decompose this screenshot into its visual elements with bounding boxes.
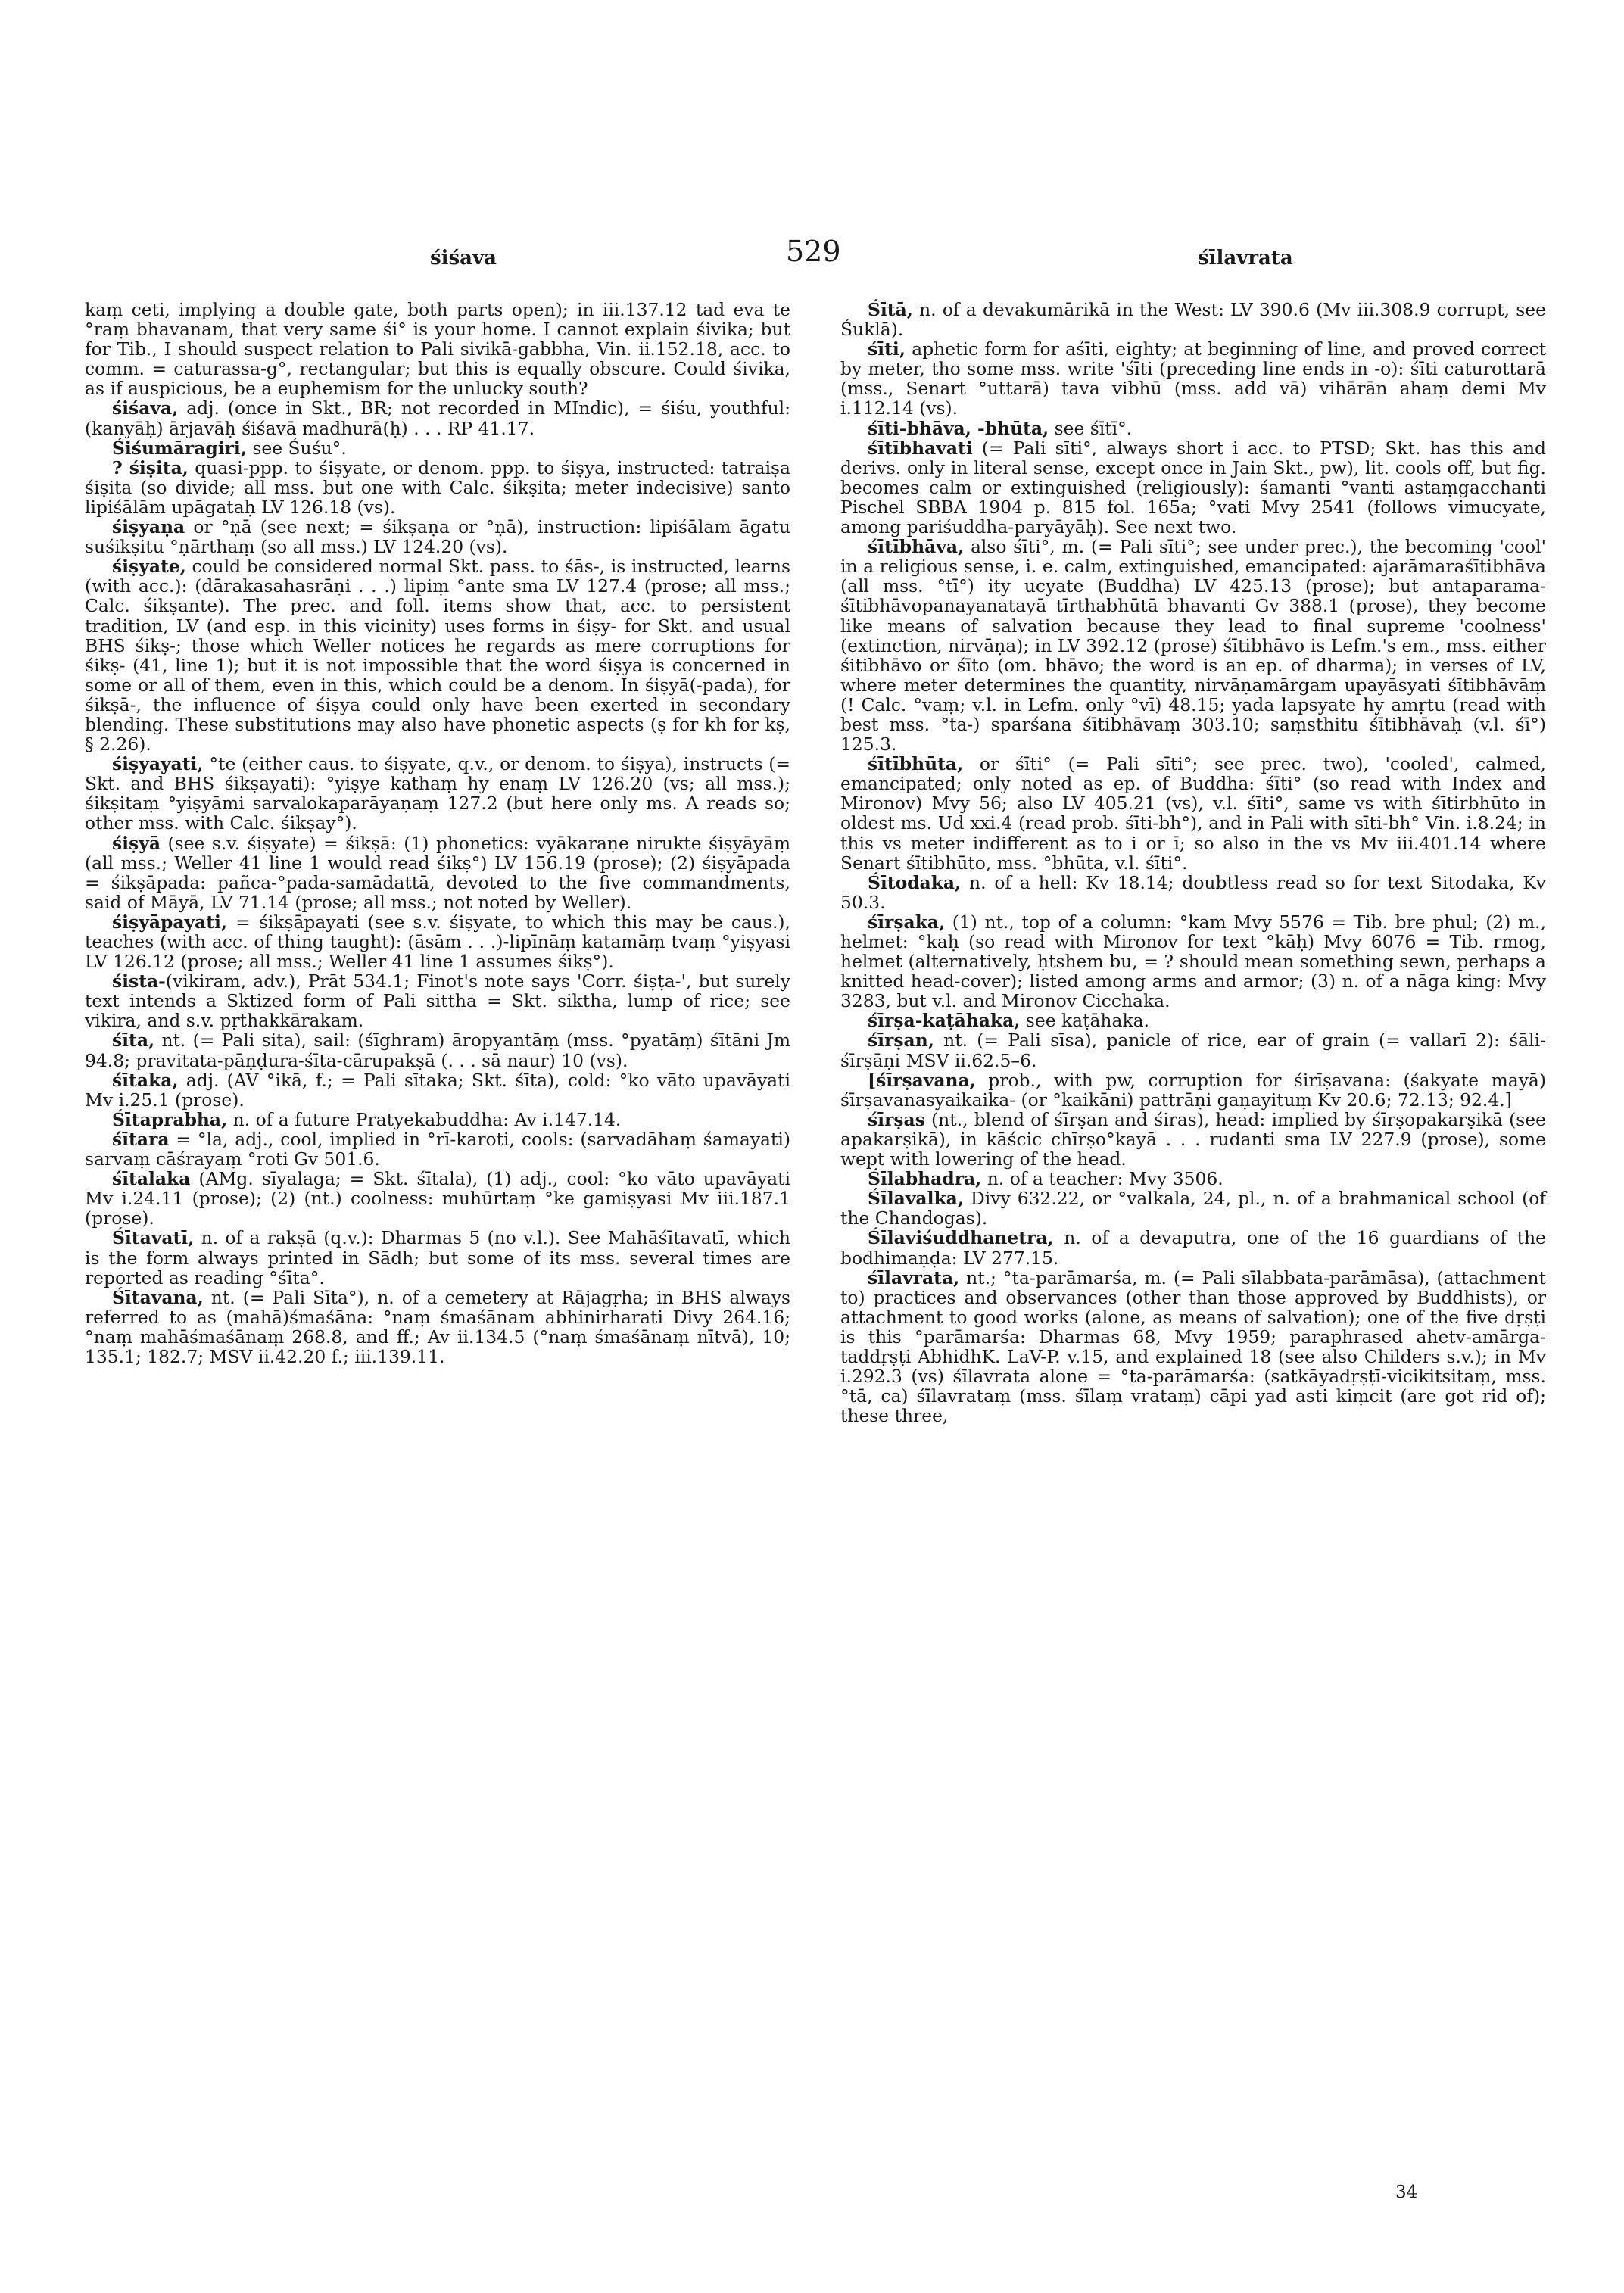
entry-body: see Śuśu°. [246,437,347,459]
entry-headword: Śītā, [868,299,913,320]
entry-headword: śiśava, [112,397,179,419]
entry-body: see śītī°. [1049,417,1133,439]
entry-headword: Śīlabhadra, [868,1168,982,1190]
dictionary-entry-sitalaka [85,1169,790,1228]
entry-headword: śiṣyaṇa [112,516,185,538]
entry-headword: śīta, [112,1030,155,1051]
entry-headword: Śīlaviśuddhanetra, [868,1227,1054,1249]
entry-body: (AMg. sīyalaga; = Skt. śītala), (1) adj., cool: °ko vāto upavāyati Mv i.24.11 (prose); (2) (nt.) coolness: muhūrtaṃ °ke gamiṣyasi Mv iii.187.1 (prose). [85,1168,790,1229]
entry-headword: śītalaka [112,1168,191,1190]
entry-headword: śīrṣas [868,1108,925,1130]
dictionary-entry-sitibhuta [840,754,1546,873]
dictionary-entry-sisya [85,833,790,912]
entry-body: adj. (AV °ikā, f.; = Pali sītaka; Skt. śīta), cold: °ko vāto upavāyati Mv i.25.1 (prose). [85,1069,790,1111]
entry-headword: śītībhavati [868,437,973,459]
entry-body: nt.; °ta-parāmarśa, m. (= Pali sīlabbata-parāmāsa), (attachment to) practices and observances (other than those approved by Buddhists), or attachment to good works (alone, as means of salvation); one of the five dṛṣṭi is this °parāmarśa: Dharmas 68, Mvy 1959; paraphrased ahetv-amārga-taddṛṣṭi AbhidhK. LaV-P. v.15, and explained 18 (see also Childers s.v.); in Mv i.292.3 (vs) śīlavrata alone = °ta-parāmarśa: (satkāyadṛṣṭī-vicikitsitaṃ, mss. °tā, ca) śīlavrataṃ (mss. śīlaṃ vrataṃ) cāpi yad asti kiṃcit (are got rid of); these three, [840,1266,1546,1427]
dictionary-entry-sitaprabha [85,1110,790,1129]
dictionary-entry-sirsaka [840,912,1546,1011]
entry-headword: śīrṣan, [868,1030,934,1051]
left-column [85,300,790,1366]
entry-body: Divy 632.22, or °valkala, 24, pl., n. of a brahmanical school (of the Chandogas). [840,1188,1546,1229]
dictionary-entry-sirsan [840,1030,1546,1070]
dictionary-entry-sisava [85,398,790,438]
page-header [0,227,1624,280]
dictionary-entry-sitibhava [840,419,1546,438]
dictionary-entry-sirsavana [840,1070,1546,1110]
signature-mark: 34 [1395,2182,1418,2202]
entry-headword: Śītavana, [112,1286,204,1308]
dictionary-entry-silavrata [840,1268,1546,1426]
dictionary-entry-sisyayati [85,754,790,833]
entry-body: quasi-ppp. to śiṣyate, or denom. ppp. to śiṣya, instructed: tatraiṣa śiṣita (so divide; all mss. but one with Calc. śikṣita; meter indecisive) santo lipiśālām upāgataḥ LV 126.18 (vs). [85,456,790,518]
entry-body: could be considered normal Skt. pass. to śās-, is instructed, learns (with acc.): (dārakasahasrāṇi . . .) lipiṃ °ante sma LV 127.4 (prose; all mss.; Calc. śikṣante). The prec. and foll. items show that, acc. to persistent tradition, LV (and esp. in this vicinity) uses forms in śiṣy- for Skt. and usual BHS śikṣ-; those which Weller notices he regards as mere corruptions for śikṣ- (41, line 1); but it is not impossible that the word śiṣya is concerned in some or all of them, even in this, which could be a denom. In śiṣyā(-pada), for śikṣā-, the influence of śiṣya could only have been exerted in secondary blending. These substitutions may also have phonetic aspects (ṣ for kh for kṣ, § 2.26). [85,556,790,756]
entry-body: = śikṣāpayati (see s.v. śiṣyate, to which this may be caus.), teaches (with acc. of thing taught): (āsām . . .)-lipīnāṃ katamāṃ tvaṃ °yiṣyasi LV 126.12 (prose; all mss.; Weller 41 line 1 assumes śikṣ°). [85,911,790,973]
entry-body: (nt., blend of śīrṣan and śiras), head: implied by śīrṣopakarṣikā (see apakarṣikā), in kāścic chīrṣo°kayā . . . rudanti sma LV 227.9 (prose), some wept with lowering of the head. [840,1108,1546,1170]
dictionary-entry-cont [85,300,790,398]
entry-body: aphetic form for aśīti, eighty; at beginning of line, and proved correct by meter, tho some mss. write 'śīti (preceding line ends in -o): śīti caturottarā (mss., Senart °uttarā) tava vibhū (mss. add vā) vihārān ahaṃ demi Mv i.112.14 (vs). [840,338,1546,419]
dictionary-entry-sitodaka [840,873,1546,912]
dictionary-entry-sita2 [840,300,1546,339]
page-number: 529 [786,235,841,268]
entry-headword: śiṣyate, [112,556,186,578]
entry-body: see kaṭāhaka. [1020,1010,1149,1032]
entry-body: (vikiram, adv.), Prāt 534.1; Finot's note says 'Corr. śiṣṭa-', but surely text intends a Sktized form of Pali sittha = Skt. siktha, lump of rice; see vikira, and s.v. pṛthakkārakam. [85,970,790,1032]
entry-body: n. of a hell: Kv 18.14; doubtless read so for text Sitodaka, Kv 50.3. [840,871,1546,913]
dictionary-entry-silavisuddhanetra [840,1228,1546,1267]
dictionary-entry-sisyapayati [85,912,790,971]
entry-headword: śista- [112,970,166,992]
entry-headword: ? śiṣita, [112,456,189,478]
entry-headword: śīti-bhāva, -bhūta, [868,417,1049,439]
entry-headword: [śīrṣavana, [868,1069,976,1091]
dictionary-entry-sirsas [840,1110,1546,1169]
entry-headword: śīrṣa-kaṭāhaka, [868,1010,1021,1032]
entry-body: or śīti° (= Pali sīti°; see prec. two), 'cooled', calmed, emancipated; only noted as ep. of Buddha: śīti° (so read with Index and Mironov) Mvy 56; also LV 405.21 (vs), v.l. śīti°, same vs with śītirbhūto in oldest ms. Ud xxi.4 (read prob. śīti-bh°), and in Pali with sīti-bh° Vin. i.8.24; in this vs meter indifferent as to i or ī; so also in the vs Mv iii.401.14 where Senart śītibhūto, mss. °bhūta, v.l. śīti°. [840,753,1546,874]
entry-headword: śīti, [868,338,906,360]
dictionary-entry-sitavana [85,1288,790,1366]
entry-headword: Śītodaka, [868,871,962,893]
entry-headword: śīlavrata, [868,1266,960,1288]
dictionary-entry-sisita [85,458,790,517]
entry-headword: śiṣyayati, [112,753,204,775]
dictionary-entry-sitavati [85,1228,790,1287]
entry-headword: śīrṣaka, [868,911,946,933]
entry-body: °te (either caus. to śiṣyate, q.v., or denom. to śiṣya), instructs (= Skt. and BHS śikṣayati): °yiṣye kathaṃ hy enaṃ LV 126.20 (vs; all mss.); śikṣitaṃ °yiṣyāmi sarvalokaparāyaṇaṃ 127.2 (but here only ms. A reads so; other mss. with Calc. śikṣay°). [85,753,790,834]
entry-headword: Śītavatī, [112,1227,195,1249]
entry-body: kaṃ ceti, implying a double gate, both parts open); in iii.137.12 tad eva te °raṃ bhavanam, that very same śi° is your home. I cannot explain śivika; but for Tib., I should suspect relation to Pali sivikā-gabbha, Vin. ii.152.18, acc. to comm. = caturassa-g°, rectangular; but this is equally obscure. Could śivika, as if auspicious, be a euphemism for the unlucky south? [85,299,790,400]
dictionary-entry-sisyate [85,556,790,754]
dictionary-entry-sita [85,1030,790,1070]
entry-body: (see s.v. śiṣyate) = śikṣā: (1) phonetics: vyākaraṇe nirukte śiṣyāyāṃ (all mss.; Weller 41 line 1 would read śikṣ°) LV 156.19 (prose); (2) śiṣyāpada = śikṣāpada: pañca-°pada-samādattā, devoted to the five commandments, said of Māyā, LV 71.14 (prose; all mss.; not noted by Weller). [85,832,790,913]
dictionary-entry-sisyana [85,517,790,556]
right-running-headword: śīlavrata [1198,247,1293,269]
entry-body: = °la, adj., cool, implied in °rī-karoti, cools: (sarvadāhaṃ śamayati) sarvaṃ cāśrayaṃ °roti Gv 501.6. [85,1128,790,1170]
entry-body: prob., with pw, corruption for śirīṣavana: (śakyate mayā) śīrṣavanasyaikaika- (or °kaikāni) pattrāṇi gaṇayituṃ Kv 20.6; 72.13; 92.4.] [840,1069,1546,1111]
dictionary-entry-sirsakatahaka [840,1011,1546,1030]
entry-headword: Śīlavalka, [868,1188,964,1210]
dictionary-entry-sisumaragiri [85,438,790,458]
entry-body: or °ṇā (see next; = śikṣaṇa or °ṇā), instruction: lipiśālam āgatu suśikṣitu °ṇārthaṃ (so all mss.) LV 124.20 (vs). [85,516,790,558]
dictionary-entry-sitara [85,1129,790,1169]
entry-headword: Śiśumāragiri, [112,437,247,459]
entry-headword: śiṣyā [112,832,161,854]
entry-body: n. of a devaputra, one of the 16 guardians of the bodhimaṇḍa: LV 277.15. [840,1227,1546,1269]
entry-headword: śītaka, [112,1069,179,1091]
dictionary-entry-sitaka [85,1070,790,1110]
dictionary-entry-silavalka [840,1189,1546,1228]
dictionary-entry-siti [840,339,1546,418]
entry-body: n. of a rakṣā (q.v.): Dharmas 5 (no v.l.). See Mahāśītavatī, which is the form always printed in Sādh; but some of its mss. several times are reported as reading °śīta°. [85,1227,790,1288]
dictionary-entry-sista [85,971,790,1030]
dictionary-entry-sitibhava2 [840,537,1546,754]
entry-body: adj. (once in Skt., BR; not recorded in MIndic), = śiśu, youthful: (kanyāḥ) ārjavāḥ śiśavā madhurā(ḥ) . . . RP 41.17. [85,397,790,439]
entry-body: (= Pali sīti°, always short i acc. to PTSD; Skt. has this and derivs. only in literal sense, except once in Jain Skt., pw), lit. cools off, but fig. becomes calm or extinguished (religiously): śamanti °vanti astaṃgacchanti Pischel SBBA 1904 p. 815 fol. 165a; °vati Mvy 2541 (follows vimucyate, among pariśuddha-paryāyāḥ). See next two. [840,437,1546,538]
entry-body: n. of a future Pratyekabuddha: Av i.147.14. [227,1108,622,1130]
dictionary-entry-silabhadra [840,1169,1546,1189]
entry-headword: śītībhāva, [868,536,965,558]
entry-body: n. of a teacher: Mvy 3506. [981,1168,1223,1190]
left-running-headword: śiśava [430,247,497,269]
entry-body: nt. (= Pali Sīta°), n. of a cemetery at Rājagṛha; in BHS always referred to as (mahā)śmaśāna: °naṃ śmaśānam abhinirharati Divy 264.16; °naṃ mahāśmaśānaṃ 268.8, and ff.; Av ii.134.5 (°naṃ śmaśānaṃ nītvā), 10; 135.1; 182.7; MSV ii.42.20 f.; iii.139.11. [85,1286,790,1367]
dictionary-entry-sitibhavati [840,438,1546,537]
entry-body: nt. (= Pali sita), sail: (śīghram) āropyantāṃ (mss. °pyatāṃ) śītāni Jm 94.8; pravitata-pāṇḍura-śīta-cārupakṣā (. . . sā naur) 10 (vs). [85,1030,790,1071]
entry-headword: Śītaprabha, [112,1108,228,1130]
entry-body: nt. (= Pali sīsa), panicle of rice, ear of grain (= vallarī 2): śāli-śīrṣāṇi MSV ii.62.5–6. [840,1030,1546,1071]
entry-headword: śītībhūta, [868,753,964,775]
entry-headword: śītara [112,1128,170,1150]
entry-body: (1) nt., top of a column: °kam Mvy 5576 = Tib. bre phul; (2) m., helmet: °kaḥ (so read with Mironov for text °kāḥ) Mvy 6076 = Tib. rmog, helmet (alternatively, ḥtshem bu, = ? should mean something sewn, perhaps a knitted head-cover); listed among arms and armor; (3) n. of a nāga king: Mvy 3283, but v.l. and Mironov Cicchaka. [840,911,1546,1012]
entry-body: n. of a devakumārikā in the West: LV 390.6 (Mv iii.308.9 corrupt, see Śuklā). [840,299,1546,341]
entry-headword: śiṣyāpayati, [112,911,228,933]
entry-body: also śīti°, m. (= Pali sīti°; see under prec.), the becoming 'cool' in a religious sense, i. e. calm, extinguished, emancipated: ajarāmaraśītibhāva (all mss. °tī°) ity ucyate (Buddha) LV 425.13 (prose); but antaparama-śītibhāvopanayanatayā tīrthabhūtā bhavanti Gv 388.1 (prose), they become like means of salvation because they lead to final supreme 'coolness' (extinction, nirvāṇa); in LV 392.12 (prose) śītibhāvo is Lefm.'s em., mss. either śitibhāvo or śīto (om. bhāvo; the word is an ep. of dharma); in verses of LV, where meter determines the quantity, nirvāṇamārgam upayāsyati śītibhāvāṃ (! Calc. °vaṃ; v.l. in Lefm. only °vī) 48.15; yada lapsyate hy amṛtu (read with best mss. °ta-) sparśana śītibhāvaṃ 303.10; saṃsthitu śītibhāvaḥ (v.l. śī°) 125.3. [840,536,1546,756]
right-column [840,300,1546,1425]
